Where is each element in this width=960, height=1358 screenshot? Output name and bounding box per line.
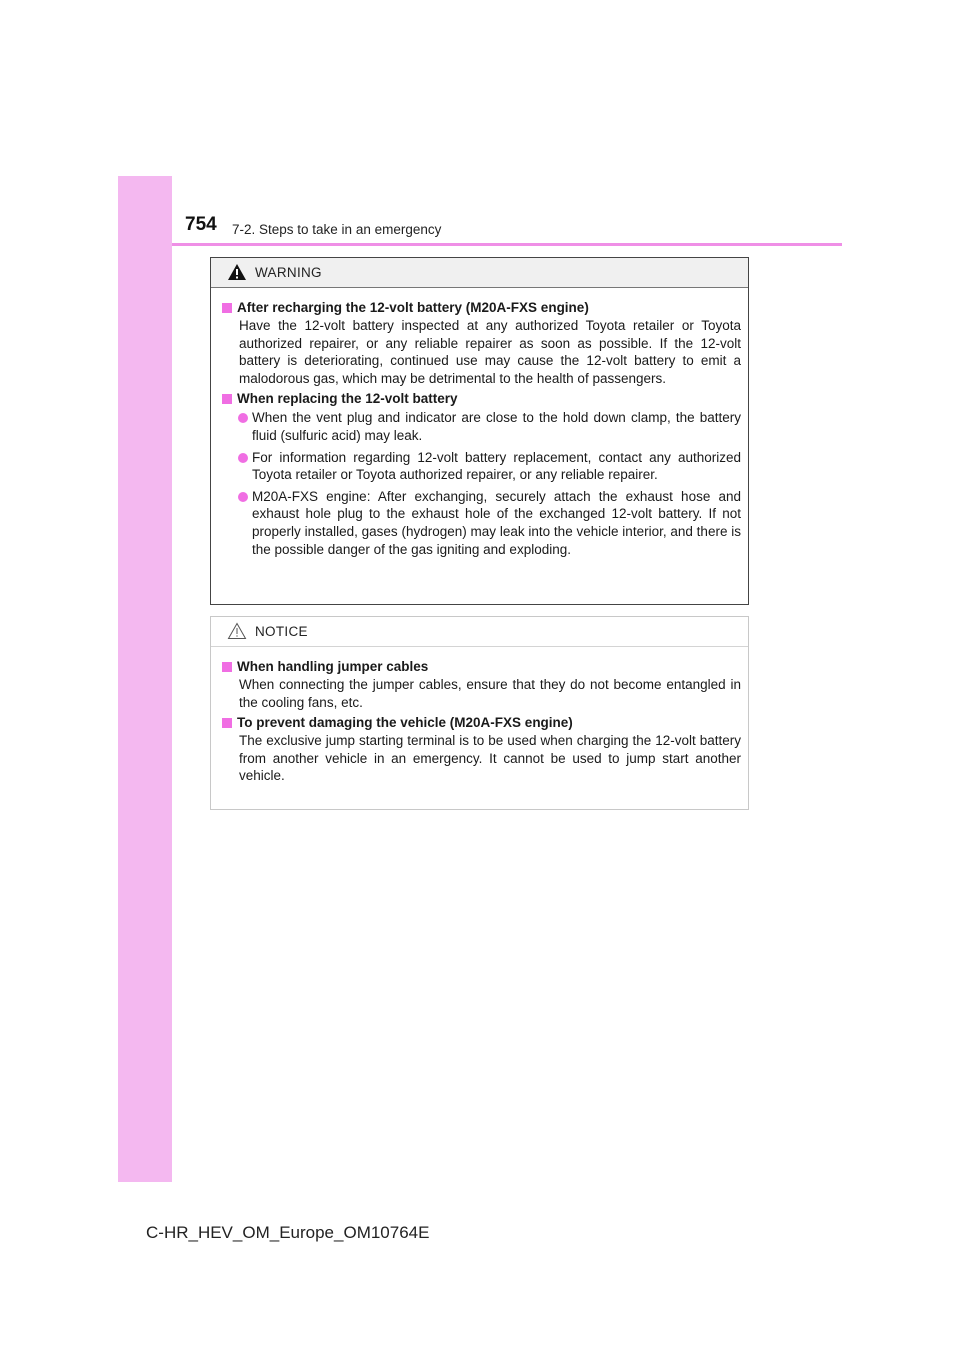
square-bullet-icon [222,303,232,313]
round-bullet-icon [238,413,248,423]
warning-header [211,258,748,288]
warning-title: WARNING [255,265,322,280]
notice-item-heading: When handling jumper cables [221,658,741,676]
notice-triangle-icon [227,622,247,640]
square-bullet-icon [222,394,232,404]
chapter-sidebar-tab [118,176,172,1182]
round-bullet-icon [238,492,248,502]
notice-item-text: When connecting the jumper cables, ensure that they do not become entangled in the cooling fans, etc. [239,677,741,710]
warning-triangle-icon [227,263,247,281]
notice-item-text: The exclusive jump starting terminal is to be used when charging the 12-volt battery from another vehicle in an emergency. It cannot be used to jump start another vehicle. [239,733,741,784]
warning-box [210,257,749,605]
notice-title: NOTICE [255,624,308,639]
section-title: 7-2. Steps to take in an emergency [232,222,442,237]
warning-item-heading: After recharging the 12-volt battery (M20A-FXS engine) [221,299,741,317]
page-number: 754 [185,214,217,235]
document-code: C-HR_HEV_OM_Europe_OM10764E [146,1223,430,1242]
header-divider [172,243,842,246]
notice-header [211,617,748,647]
notice-box [210,616,749,810]
warning-body [211,288,748,558]
square-bullet-icon [222,662,232,672]
list-item: M20A-FXS engine: After exchanging, securely attach the exhaust hose and exhaust hole plug to the exhaust hole of the exchanged 12-volt battery. If not properly installed, gases (hydrogen) may leak into the vehicle interior, and there is the possible danger of the gas igniting and exploding. [238,488,741,558]
notice-body [211,647,748,785]
notice-item-heading: To prevent damaging the vehicle (M20A-FXS engine) [221,714,741,732]
warning-item-text: Have the 12-volt battery inspected at any authorized Toyota retailer or Toyota authorized repairer, or any reliable repairer as soon as possible. If the 12-volt battery is deteriorating, continued use may cause the 12-volt battery to emit a malodorous gas, which may be detrimental to the health of passengers. [239,318,741,386]
round-bullet-icon [238,453,248,463]
list-item: For information regarding 12-volt battery replacement, contact any authorized Toyota retailer or Toyota authorized repairer, or any reliable repairer. [238,449,741,484]
list-item: When the vent plug and indicator are close to the hold down clamp, the battery fluid (sulfuric acid) may leak. [238,409,741,444]
square-bullet-icon [222,718,232,728]
warning-item-heading: When replacing the 12-volt battery [221,390,741,408]
